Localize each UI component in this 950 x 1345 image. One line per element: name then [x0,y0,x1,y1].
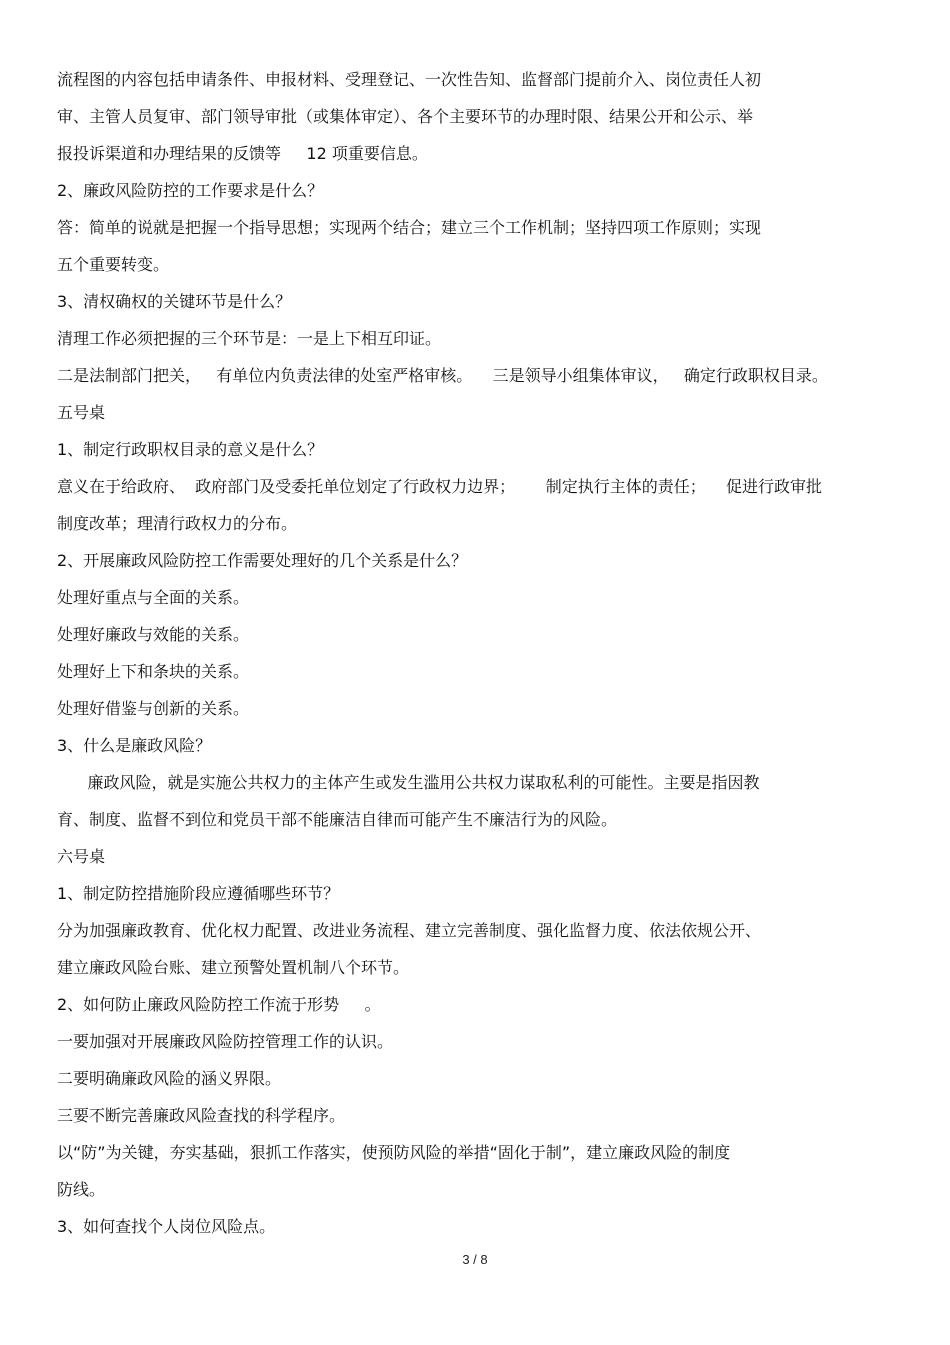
question-heading: 3、如何查找个人岗位风险点。 [57,1217,276,1236]
page-number: 3 / 8 [462,1252,488,1267]
section-heading: 六号桌 [57,847,106,866]
text-line: 二要明确廉政风险的涵义界限。 [57,1069,282,1088]
text-line: 育、制度、监督不到位和党员干部不能廉洁自律而可能产生不廉洁行为的风险。 [57,810,618,829]
text-line: 建立廉政风险台账、建立预警处置机制八个环节。 [57,958,410,977]
question-heading: 2、廉政风险防控的工作要求是什么？ [57,181,324,200]
text-line: 处理好借鉴与创新的关系。 [57,699,250,718]
question-heading: 2、开展廉政风险防控工作需要处理好的几个关系是什么？ [57,551,468,570]
text-line: 制度改革；理清行政权力的分布。 [57,514,298,533]
text-line: 审、主管人员复审、部门领导审批（或集体审定）、各个主要环节的办理时限、结果公开和公示、举 [57,107,754,126]
text-line: 三要不断完善廉政风险查找的科学程序。 [57,1106,346,1125]
text-line: 一要加强对开展廉政风险防控管理工作的认识。 [57,1032,394,1051]
text-line: 以“防”为关键，夯实基础，狠抓工作落实，使预防风险的举措“固化于制”，建立廉政风险的制度 [57,1143,731,1162]
text-line: 五个重要转变。 [57,255,170,274]
text-line: 分为加强廉政教育、优化权力配置、改进业务流程、建立完善制度、强化监督力度、依法依规公开、 [57,921,762,940]
text-line: 二是法制部门把关， 有单位内负责法律的处室严格审核。 三是领导小组集体审议， 确定行政职权目录。 [57,366,828,385]
text-line: 清理工作必须把握的三个环节是：一是上下相互印证。 [57,329,442,348]
text-line: 报投诉渠道和办理结果的反馈等 12 项重要信息。 [57,144,428,163]
text-line: 流程图的内容包括申请条件、申报材料、受理登记、一次性告知、监督部门提前介入、岗位责任人初 [57,70,762,89]
text-line: 处理好上下和条块的关系。 [57,662,250,681]
question-heading: 3、清权确权的关键环节是什么？ [57,292,292,311]
question-heading: 2、如何防止廉政风险防控工作流于形势 。 [57,995,381,1014]
question-heading: 3、什么是廉政风险？ [57,736,212,755]
text-line: 廉政风险，就是实施公共权力的主体产生或发生滥用公共权力谋取私利的可能性。主要是指因教 [57,773,760,792]
text-line: 处理好重点与全面的关系。 [57,588,250,607]
text-line: 处理好廉政与效能的关系。 [57,625,250,644]
question-heading: 1、制定行政职权目录的意义是什么？ [57,440,324,459]
text-line: 答：简单的说就是把握一个指导思想；实现两个结合；建立三个工作机制；坚持四项工作原则；实现 [57,218,762,237]
question-heading: 1、制定防控措施阶段应遵循哪些环节？ [57,884,340,903]
text-line: 防线。 [57,1180,106,1199]
section-heading: 五号桌 [57,403,106,422]
text-line: 意义在于给政府、 政府部门及受委托单位划定了行政权力边界； 制定执行主体的责任； 促进行政审批 [57,477,823,496]
